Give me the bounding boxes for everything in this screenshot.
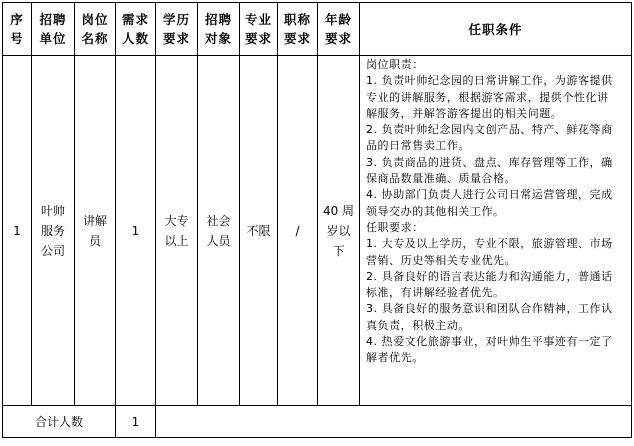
conditions-line: 1. 负责叶帅纪念园的日常讲解工作，为游客提供 [366, 74, 613, 88]
cell-seq: 1 [3, 56, 32, 406]
conditions-line: 解服务，并解答游客提出的相关问题。 [366, 106, 563, 120]
cell-target: 社会 人员 [198, 56, 240, 406]
table-row [3, 56, 632, 406]
cell-title: / [278, 56, 318, 406]
conditions-line: 解者优先。 [366, 351, 424, 365]
cell-major: 不限 [240, 56, 278, 406]
conditions-line: 2. 具备良好的语言表达能力和沟通能力，普通话 [366, 269, 613, 283]
conditions-line: 品的日常售卖工作。 [366, 139, 470, 153]
total-empty [156, 406, 632, 438]
header-seq: 序 号 [3, 3, 32, 56]
header-target: 招聘 对象 [198, 3, 240, 56]
conditions-line: 领导交办的其他相关工作。 [366, 204, 505, 218]
total-label: 合计人数 [3, 406, 116, 438]
total-row [3, 406, 632, 438]
header-row [3, 3, 632, 56]
header-count: 需求 人数 [116, 3, 156, 56]
header-unit: 招聘 单位 [32, 3, 75, 56]
conditions-line: 3. 具备良好的服务意识和团队合作精神，工作认 [366, 302, 613, 316]
cell-unit: 叶帅 服务 公司 [32, 56, 75, 406]
conditions-line: 1. 大专及以上学历，专业不限，旅游管理、市场 [366, 237, 613, 251]
conditions-line: 4. 协助部门负责人进行公司日常运营管理，完成 [366, 188, 613, 202]
cell-conditions [360, 56, 632, 406]
header-conditions: 任职条件 [360, 3, 632, 56]
conditions-line: 4. 热爱文化旅游事业，对叶帅生平事迹有一定了 [366, 335, 613, 349]
conditions-text [366, 57, 627, 367]
cell-position: 讲解 员 [75, 56, 116, 406]
header-title: 职称 要求 [278, 3, 318, 56]
conditions-line: 真负责，积极主动。 [366, 318, 470, 332]
conditions-line: 2. 负责叶帅纪念园内文创产品、特产、鲜花等商 [366, 123, 613, 137]
cell-education: 大专 以上 [156, 56, 198, 406]
conditions-line: 保商品数量准确、质量合格。 [366, 172, 517, 186]
conditions-line: 3. 负责商品的进货、盘点、库存管理等工作，确 [366, 155, 613, 169]
conditions-line: 标准，有讲解经验者优先。 [366, 286, 505, 300]
cell-count: 1 [116, 56, 156, 406]
total-count: 1 [116, 406, 156, 438]
header-position: 岗位 名称 [75, 3, 116, 56]
header-major: 专业 要求 [240, 3, 278, 56]
cell-age: 40 周 岁以 下 [318, 56, 360, 406]
conditions-line: 任职要求： [366, 220, 424, 234]
conditions-line: 岗位职责： [366, 58, 424, 71]
conditions-line: 专业的讲解服务，根据游客需求，提供个性化讲 [366, 90, 609, 104]
recruitment-table [2, 2, 632, 438]
header-education: 学历 要求 [156, 3, 198, 56]
header-age: 年龄 要求 [318, 3, 360, 56]
conditions-line: 营销、历史等相关专业优先。 [366, 253, 517, 267]
